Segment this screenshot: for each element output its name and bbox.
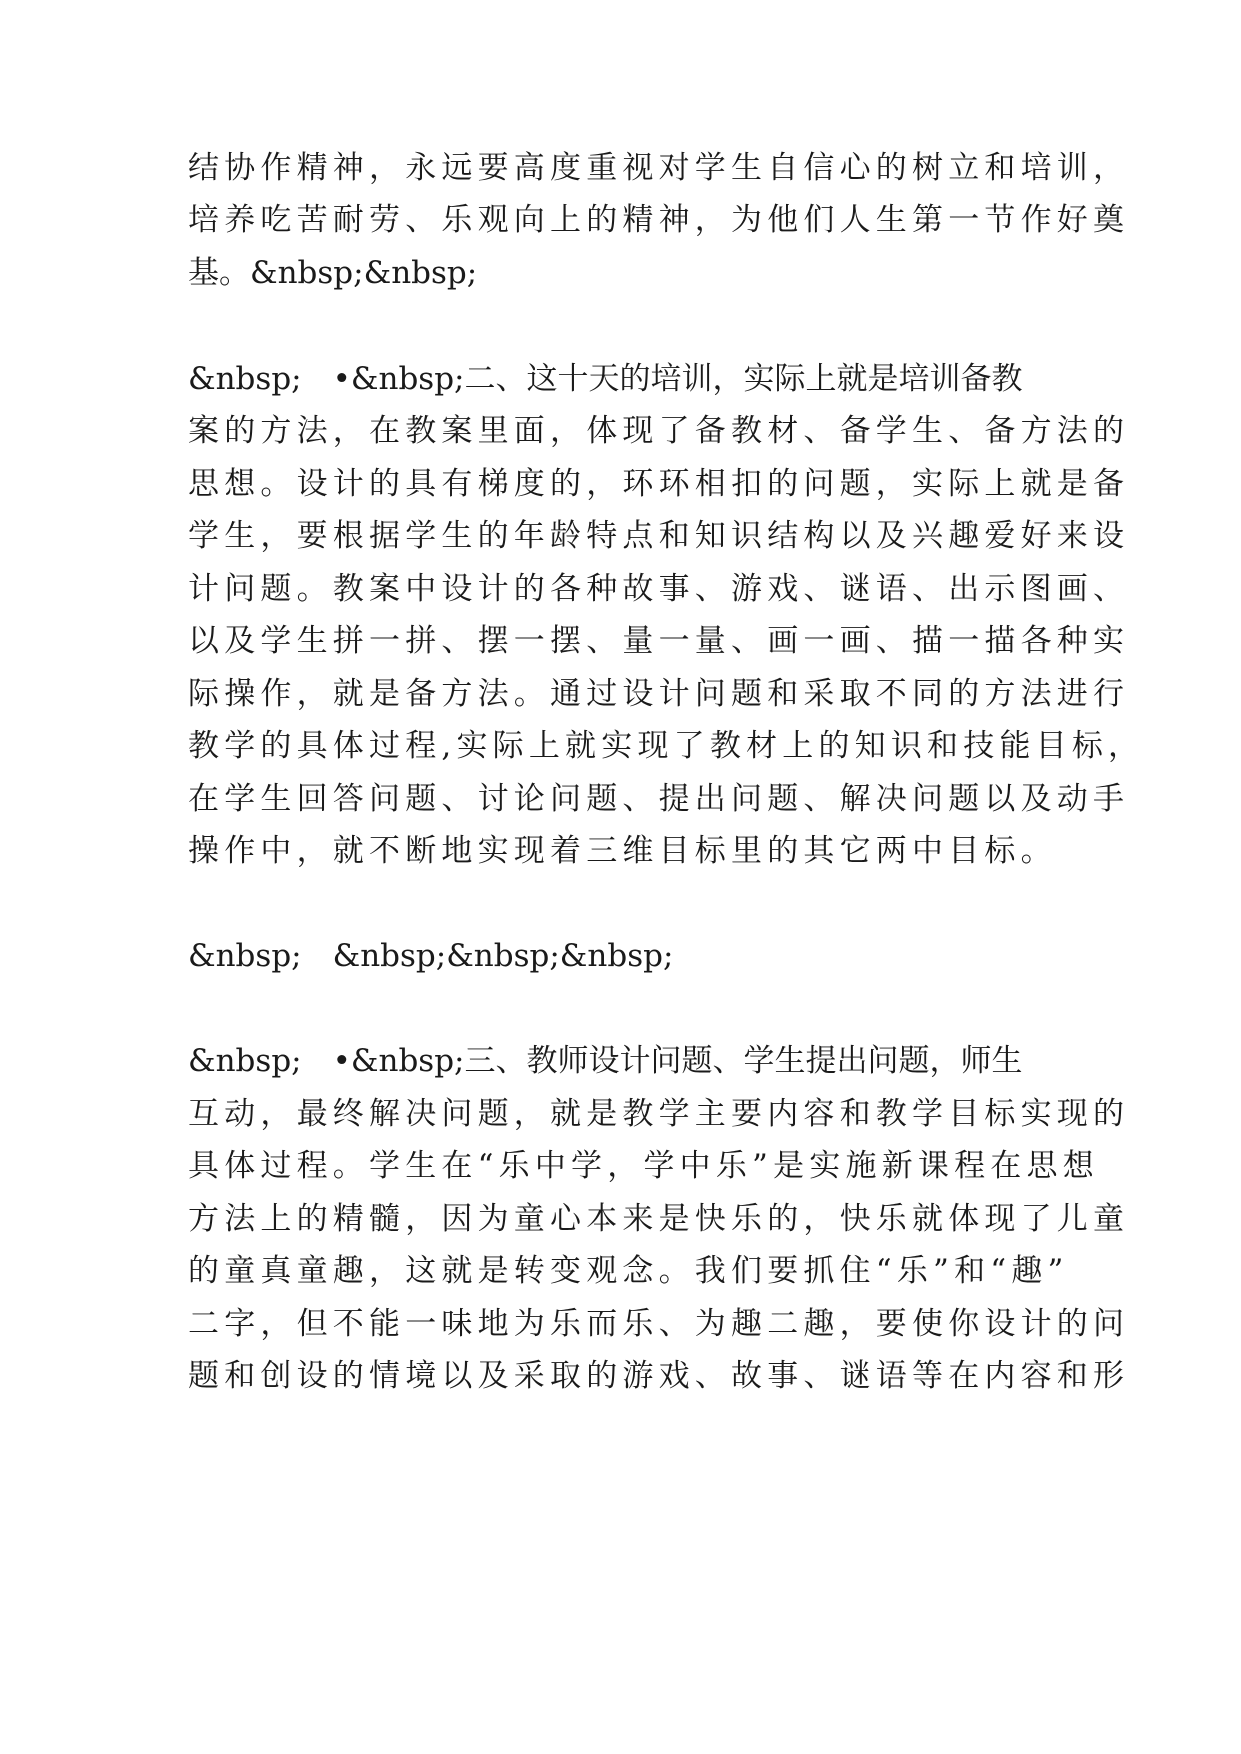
text-line: 在学生回答问题、讨论问题、提出问题、解决问题以及动手	[188, 781, 1130, 817]
text-line: &nbsp; •&nbsp;二、这十天的培训，实际上就是培训备教	[188, 361, 1023, 397]
text-line: 学生，要根据学生的年龄特点和知识结构以及兴趣爱好来设	[188, 518, 1130, 554]
text-line: 方法上的精髓，因为童心本来是快乐的，快乐就体现了儿童	[188, 1201, 1130, 1237]
text-line: 二字，但不能一味地为乐而乐、为趣二趣，要使你设计的问	[188, 1306, 1130, 1342]
text-line: 互动，最终解决问题，就是教学主要内容和教学目标实现的	[188, 1096, 1130, 1132]
text-line: 题和创设的情境以及采取的游戏、故事、谜语等在内容和形	[188, 1358, 1130, 1394]
text-line: 案的方法，在教案里面，体现了备教材、备学生、备方法的	[188, 413, 1130, 449]
text-line: 具体过程。学生在“乐中学，学中乐”是实施新课程在思想	[188, 1148, 1099, 1184]
text-line: &nbsp; &nbsp;&nbsp;&nbsp;	[188, 938, 674, 974]
text-line: 的童真童趣，这就是转变观念。我们要抓住“乐”和“趣”	[188, 1253, 1069, 1289]
text-line: 以及学生拼一拼、摆一摆、量一量、画一画、描一描各种实	[188, 623, 1130, 659]
text-line: 际操作，就是备方法。通过设计问题和采取不同的方法进行	[188, 676, 1130, 712]
text-line: 教学的具体过程,实际上就实现了教材上的知识和技能目标，	[188, 728, 1145, 764]
text-line: 操作中，就不断地实现着三维目标里的其它两中目标。	[188, 833, 1057, 869]
text-line: 计问题。教案中设计的各种故事、游戏、谜语、出示图画、	[188, 571, 1130, 607]
text-line: 结协作精神，永远要高度重视对学生自信心的树立和培训，	[188, 150, 1130, 186]
text-line: 基。&nbsp;&nbsp;	[188, 255, 478, 291]
text-line: 思想。设计的具有梯度的，环环相扣的问题，实际上就是备	[188, 466, 1130, 502]
text-line: 培养吃苦耐劳、乐观向上的精神，为他们人生第一节作好奠	[188, 202, 1130, 238]
text-line: &nbsp; •&nbsp;三、教师设计问题、学生提出问题，师生	[188, 1043, 1023, 1079]
